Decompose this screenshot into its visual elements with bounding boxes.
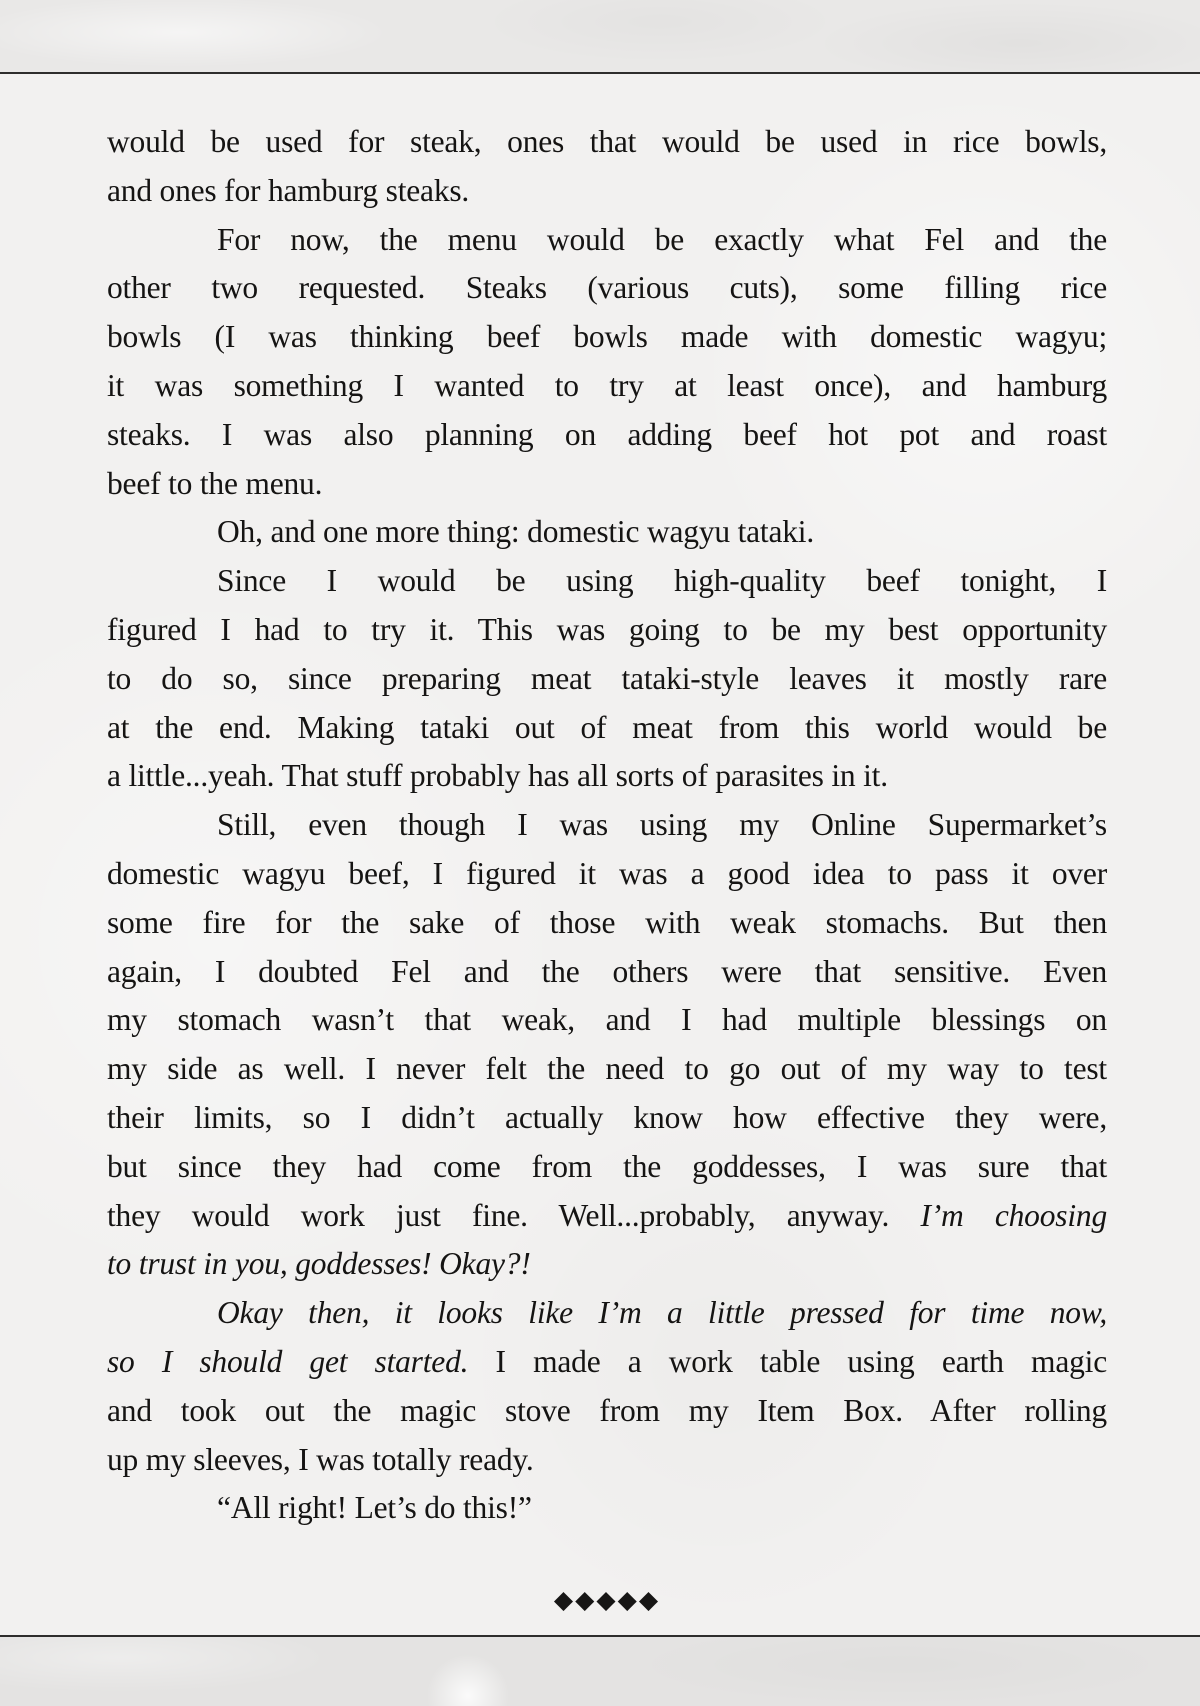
text-segment: to do so, since preparing meat tataki-style leaves it mostly rare xyxy=(107,660,1107,696)
text-line xyxy=(107,1192,1107,1241)
text-line xyxy=(107,313,1107,362)
italic-text-segment: Okay then, it looks like I’m a little pressed for time now, xyxy=(217,1295,1107,1331)
text-line xyxy=(107,167,1107,216)
paragraph xyxy=(107,1289,1107,1484)
text-segment: would be used for steak, ones that would be used in rice bowls, xyxy=(107,124,1107,159)
text-segment: Since I would be using high-quality beef tonight, I xyxy=(217,563,1107,599)
text-segment: “All right! Let’s do this!” xyxy=(217,1490,532,1526)
text-segment: and took out the magic stove from my Item Box. After rolling xyxy=(107,1392,1107,1428)
italic-text-segment: I’m choosing xyxy=(920,1197,1107,1233)
text-line xyxy=(107,557,1107,606)
text-line xyxy=(107,1484,1107,1533)
text-segment: beef to the menu. xyxy=(107,465,323,501)
text-segment: their limits, so I didn’t actually know how effective they were, xyxy=(107,1099,1107,1135)
text-line xyxy=(107,411,1107,460)
italic-text-segment: to trust in you, goddesses! Okay?! xyxy=(107,1246,531,1282)
text-segment: Still, even though I was using my Online Supermarket’s xyxy=(217,807,1107,843)
paragraph xyxy=(107,801,1107,1289)
paragraph xyxy=(107,508,1107,557)
text-line xyxy=(107,216,1107,265)
text-line xyxy=(107,1436,1107,1485)
text-segment: domestic wagyu beef, I figured it was a good idea to pass it over xyxy=(107,855,1107,891)
text-line xyxy=(107,1387,1107,1436)
text-segment: other two requested. Steaks (various cuts), some filling rice xyxy=(107,270,1107,306)
text-segment: bowls (I was thinking beef bowls made with domestic wagyu; xyxy=(107,319,1107,355)
text-segment: at the end. Making tataki out of meat from this world would be xyxy=(107,709,1107,745)
text-line xyxy=(107,996,1107,1045)
text-line xyxy=(107,118,1107,167)
text-line xyxy=(107,460,1107,509)
text-line xyxy=(107,1240,1107,1289)
text-line xyxy=(107,508,1107,557)
text-line xyxy=(107,752,1107,801)
text-line xyxy=(107,1045,1107,1094)
text-segment: it was something I wanted to try at least once), and hamburg xyxy=(107,367,1107,403)
text-line xyxy=(107,264,1107,313)
paragraph xyxy=(107,1484,1107,1533)
text-line xyxy=(107,655,1107,704)
text-segment: and ones for hamburg steaks. xyxy=(107,172,470,208)
text-segment: steaks. I was also planning on adding beef hot pot and roast xyxy=(107,416,1107,452)
text-segment: they would work just fine. Well...probably, anyway. xyxy=(107,1197,921,1233)
text-block xyxy=(107,118,1107,1533)
paragraph xyxy=(107,216,1107,509)
text-segment: figured I had to try it. This was going to be my best opportunity xyxy=(107,611,1107,647)
text-segment: again, I doubted Fel and the others were that sensitive. Even xyxy=(107,953,1107,989)
text-line xyxy=(107,801,1107,850)
text-line xyxy=(107,704,1107,753)
scene-separator-diamonds: ◆◆◆◆◆ xyxy=(553,1585,661,1614)
text-segment: but since they had come from the goddesses, I was sure that xyxy=(107,1148,1107,1184)
text-line xyxy=(107,362,1107,411)
paragraph xyxy=(107,557,1107,801)
text-line xyxy=(107,1143,1107,1192)
text-segment: my side as well. I never felt the need to go out of my way to test xyxy=(107,1051,1107,1087)
text-segment: some fire for the sake of those with weak stomachs. But then xyxy=(107,904,1107,940)
text-line xyxy=(107,1338,1107,1387)
text-segment: up my sleeves, I was totally ready. xyxy=(107,1441,534,1477)
text-line xyxy=(107,1289,1107,1338)
text-segment: my stomach wasn’t that weak, and I had multiple blessings on xyxy=(107,1002,1107,1038)
text-segment: Oh, and one more thing: domestic wagyu tataki. xyxy=(217,514,815,550)
text-line xyxy=(107,1094,1107,1143)
text-line xyxy=(107,850,1107,899)
text-line xyxy=(107,899,1107,948)
text-segment: I made a work table using earth magic xyxy=(468,1343,1107,1379)
text-segment: a little...yeah. That stuff probably has all sorts of parasites in it. xyxy=(107,758,888,794)
page-top-margin-band xyxy=(0,0,1200,74)
text-segment: For now, the menu would be exactly what Fel and the xyxy=(217,221,1107,257)
page-bottom-margin-band xyxy=(0,1635,1200,1706)
text-line xyxy=(107,948,1107,997)
paragraph xyxy=(107,118,1107,216)
italic-text-segment: so I should get started. xyxy=(107,1343,469,1379)
text-line xyxy=(107,606,1107,655)
